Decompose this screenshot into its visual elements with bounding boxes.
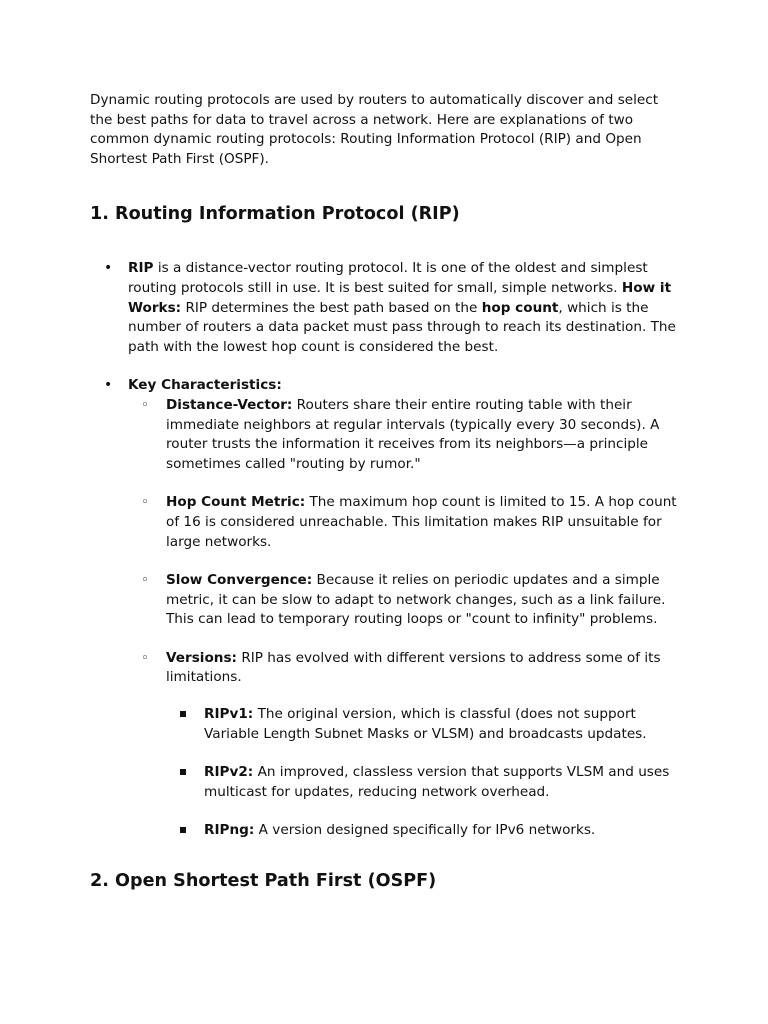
label-key-characteristics: Key Characteristics: [128,377,282,394]
list-item-version [166,705,680,744]
overview-text-1: is a distance-vector routing protocol. It is one of the oldest and simplest routing protocols still in use. It is best suited for small, simple networks. [128,260,648,296]
label-how-it-works: How it Works: [128,279,672,316]
list-item-characteristic [128,571,680,630]
characteristic-text: The maximum hop count is limited to 15. A hop count of 16 is considered unreachable. This limitation makes RIP unsuitable for large networks. [166,494,677,550]
term-rip: RIP [128,260,154,277]
list-item-characteristic [128,396,680,474]
list-item-key-characteristics [90,376,680,841]
overview-text-2: RIP determines the best path based on the [181,299,482,316]
version-label: RIPv1: [204,706,254,723]
version-text: An improved, classless version that supports VLSM and uses multicast for updates, reducing network overhead. [204,764,670,800]
characteristic-label: Hop Count Metric: [166,494,306,511]
characteristic-text: Because it relies on periodic updates and a simple metric, it can be slow to adapt to network changes, such as a link failure. This can lead to temporary routing loops or "count to infinity" problems. [166,572,666,628]
characteristics-list [128,396,680,841]
list-item-characteristic [128,493,680,552]
list-item-rip-overview [90,259,680,357]
list-item-version [166,763,680,802]
version-label: RIPng: [204,822,255,839]
list-item-characteristic [128,649,680,841]
characteristic-label: Distance-Vector: [166,396,293,413]
versions-list [166,705,680,841]
version-text: A version designed specifically for IPv6 networks. [254,822,596,839]
section-heading-rip: 1. Routing Information Protocol (RIP) [90,204,460,225]
document-page [90,91,680,892]
characteristic-text: Routers share their entire routing table with their immediate neighbors at regular intervals (typically every 30 seconds). A router trusts the information it receives from its neighbors—a principle sometimes called "routing by rumor." [166,396,660,472]
characteristic-label: Slow Convergence: [166,572,313,589]
version-label: RIPv2: [204,764,254,781]
list-item-version [166,821,680,841]
characteristic-text: RIP has evolved with different versions to address some of its limitations. [166,649,661,686]
characteristic-label: Versions: [166,649,237,666]
intro-paragraph: Dynamic routing protocols are used by routers to automatically discover and select the best paths for data to travel across a network. Here are explanations of two common dynamic routing protocols: Routing Information Protocol (RIP) and Open Shortest Path First (OSPF). [90,92,659,167]
version-text: The original version, which is classful (does not support Variable Length Subnet Masks or VLSM) and broadcasts updates. [204,706,647,742]
rip-list [90,259,680,841]
overview-text-3: , which is the number of routers a data packet must pass through to reach its destination. The path with the lowest hop count is considered the best. [128,299,676,355]
term-hop-count: hop count [481,299,559,316]
section-heading-ospf: 2. Open Shortest Path First (OSPF) [90,871,437,892]
